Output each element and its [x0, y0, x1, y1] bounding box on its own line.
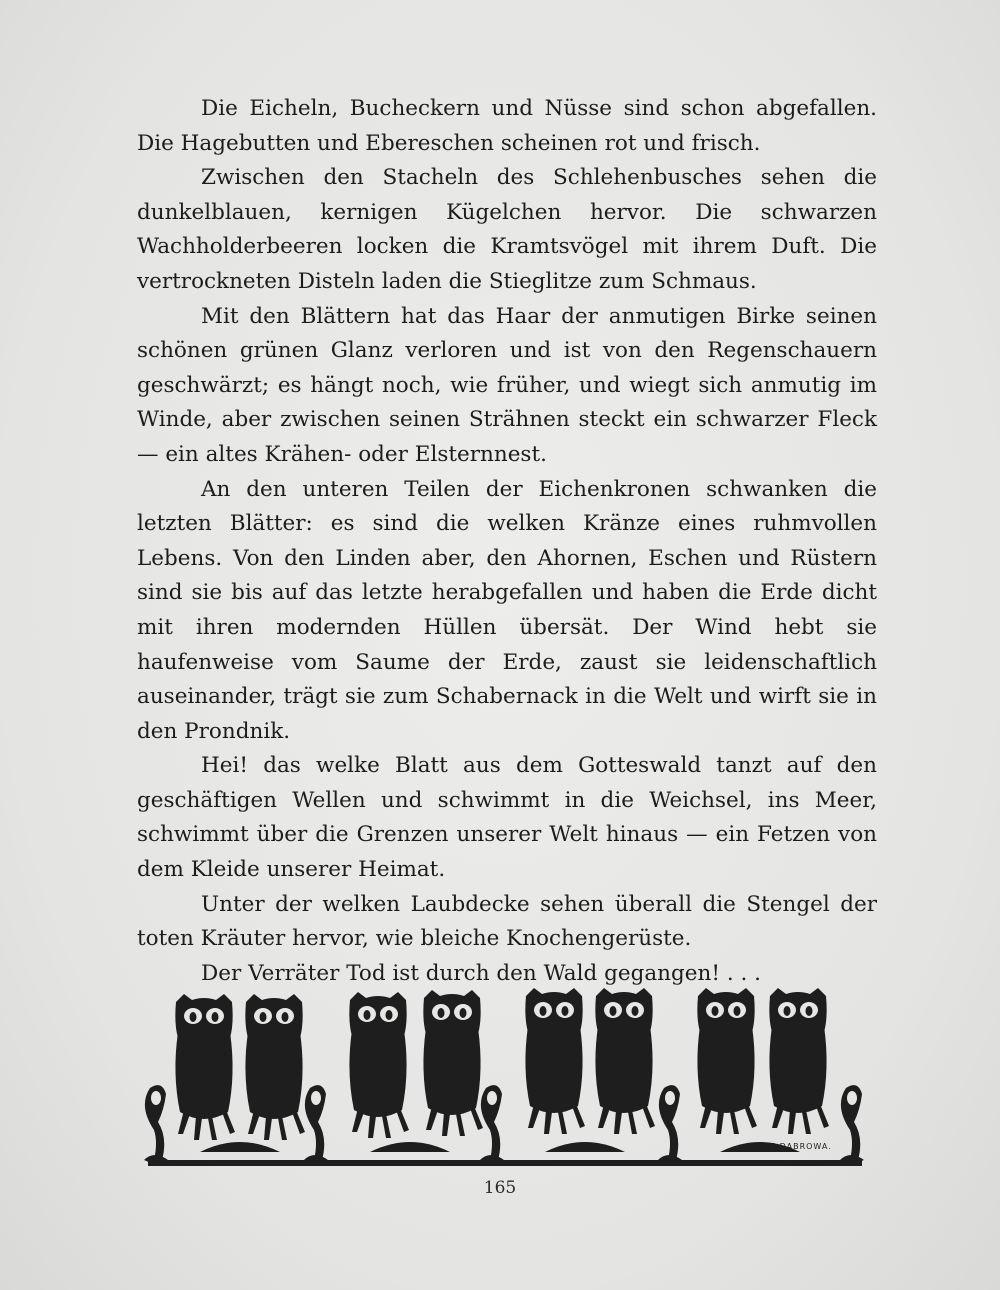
page-number: 165	[483, 1178, 517, 1198]
owl-5	[525, 988, 585, 1134]
owl-6	[595, 988, 655, 1134]
owl-3	[349, 992, 409, 1138]
paragraph-3: Mit den Blättern hat das Haar der anmutigen Birke seinen schönen grünen Glanz verloren und ist von den Regenschauern geschwärzt; es hängt noch, wie früher, und wiegt sich anmutig im Winde, aber zwischen seinen Strähnen steckt ein schwarzer Fleck — ein altes Krähen- oder Elsternnest.	[137, 303, 877, 467]
paragraph-5: Hei! das welke Blatt aus dem Gotteswald tanzt auf den geschäftigen Wellen und schwimmt in die Weichsel, ins Meer, schwimmt über die Grenzen unserer Welt hinaus — ein Fetzen von dem Kleide unserer Heimat.	[137, 753, 877, 883]
paragraph-1: Die Eicheln, Bucheckern und Nüsse sind schon abgefallen. Die Hagebutten und Ebereschen scheinen rot und frisch.	[137, 96, 877, 156]
owl-frieze-illustration	[140, 982, 870, 1172]
owl-1	[175, 994, 235, 1140]
owl-8	[769, 988, 829, 1134]
artist-signature: E.DABROWA.	[770, 1142, 832, 1151]
paragraph-6: Unter der welken Laubdecke sehen überall die Stengel der toten Kräuter hervor, wie bleiche Knochengerüste.	[137, 891, 877, 952]
paragraph-2: Zwischen den Stacheln des Schlehenbusches sehen die dunkelblauen, kernigen Kügelchen hervor. Die schwarzen Wachholderbeeren locken die Kramtsvögel mit ihrem Duft. Die vertrockneten Disteln laden die Stieglitze zum Schmaus.	[137, 165, 877, 294]
owl-4	[423, 990, 483, 1136]
paragraph-7: Der Verräter Tod ist durch den Wald gegangen! . . .	[201, 960, 761, 986]
paragraph-4: An den unteren Teilen der Eichenkronen schwanken die letzten Blätter: es sind die welken Kränze eines ruhmvollen Lebens. Von den Linden aber, den Ahornen, Eschen und Rüstern sind sie bis auf das letzte herabgefallen und haben die Erde dicht mit ihren modernden Hüllen übersät. Der Wind hebt sie haufenweise vom Saume der Erde, zaust sie leidenschaftlich auseinander, trägt sie zum Schabernack in die Welt und wirft sie in den Prondnik.	[137, 476, 877, 744]
body-text	[137, 92, 877, 991]
owl-2	[245, 994, 305, 1140]
owl-7	[697, 988, 757, 1134]
